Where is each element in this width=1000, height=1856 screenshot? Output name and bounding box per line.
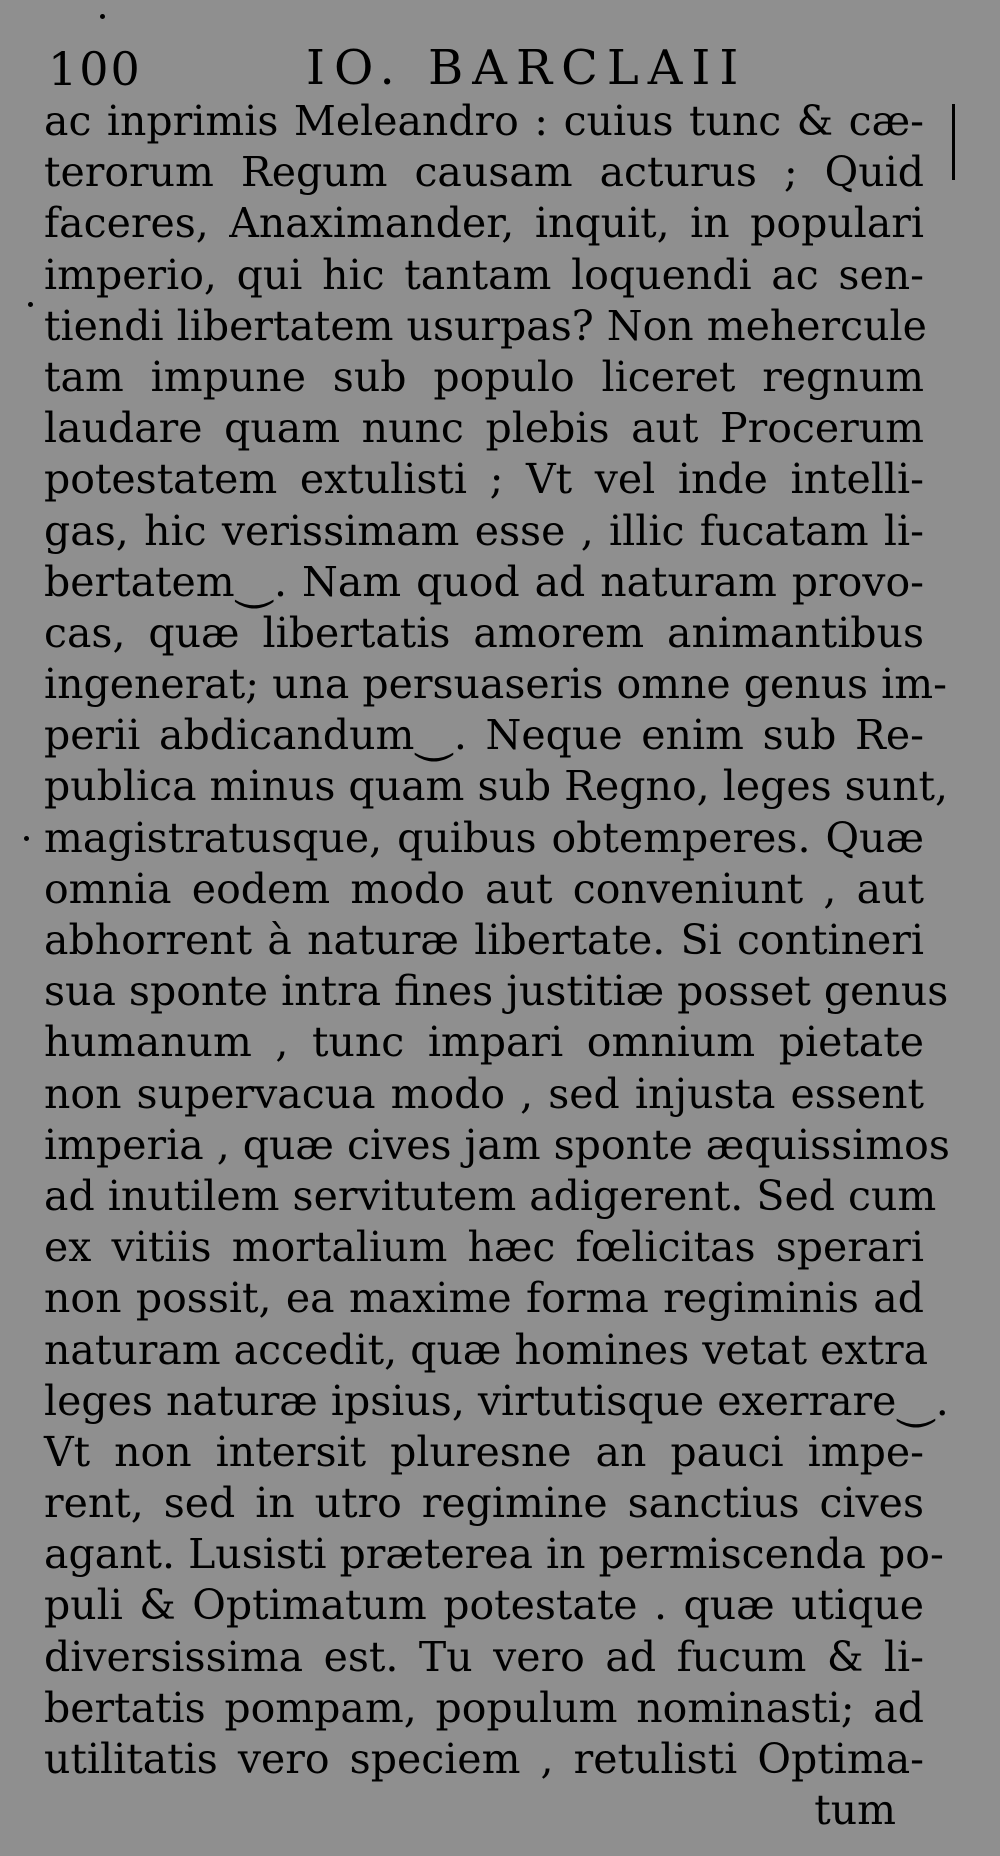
- body-text: [44, 96, 950, 1836]
- text-line: cas, quæ libertatis amorem animantibus: [44, 608, 924, 657]
- text-line: faceres, Anaximander, inquit, in populari: [44, 199, 924, 248]
- text-line: ex vitiis mortalium hæc fœlicitas sperari: [44, 1223, 924, 1272]
- text-line: magistratusque, quibus obtemperes. Quæ: [44, 813, 924, 862]
- text-line: tiendi libertatem usurpas? Non mehercule: [44, 301, 927, 350]
- text-line: sua sponte intra fines justitiæ posset genus: [44, 967, 949, 1016]
- margin-dot: [28, 302, 33, 307]
- text-line: puli & Optimatum potestate . quæ utique: [44, 1581, 924, 1630]
- text-line: naturam accedit, quæ homines vetat extra: [44, 1325, 929, 1374]
- text-line: bertatem⏝. Nam quod ad naturam provo-: [44, 557, 924, 606]
- text-line: bertatis pompam, populum nominasti; ad: [44, 1683, 924, 1732]
- page-number: 100: [48, 42, 142, 96]
- margin-dot: [24, 836, 29, 841]
- text-line: terorum Regum causam acturus ; Quid: [44, 148, 924, 197]
- text-line: ad inutilem servitutem adigerent. Sed cum: [44, 1171, 937, 1220]
- text-line: omnia eodem modo aut conveniunt , aut: [44, 864, 924, 913]
- margin-mark: [952, 104, 955, 180]
- text-line-catchword: tum: [814, 1786, 896, 1835]
- text-line: utilitatis vero speciem , retulisti Optima-: [44, 1735, 924, 1783]
- running-head: IO. BARCLAII: [306, 40, 748, 96]
- text-line: potestatem extulisti ; Vt vel inde intelli-: [44, 455, 924, 504]
- text-line: gas, hic verissimam esse , illic fucatam li-: [44, 506, 924, 555]
- text-line: Vt non intersit pluresne an pauci impe-: [44, 1427, 924, 1476]
- text-line: ac inprimis Meleandro : cuius tunc & cæ-: [44, 97, 924, 145]
- text-line: rent, sed in utro regimine sanctius cives: [44, 1479, 924, 1528]
- page-header: [44, 36, 924, 96]
- text-line: ingenerat; una persuaseris omne genus im-: [44, 660, 947, 709]
- text-line: diversissima est. Tu vero ad fucum & li-: [44, 1632, 924, 1681]
- text-line: perii abdicandum⏝. Neque enim sub Re-: [44, 711, 924, 760]
- text-line: publica minus quam sub Regno, leges sunt,: [44, 762, 949, 811]
- text-line: abhorrent à naturæ libertate. Si contineri: [44, 916, 924, 964]
- text-line: imperia , quæ cives jam sponte æquissimos: [44, 1120, 950, 1169]
- text-line: non supervacua modo , sed injusta essent: [44, 1069, 924, 1118]
- text-line: tam impune sub populo liceret regnum: [44, 352, 924, 401]
- text-line: humanum , tunc impari omnium pietate: [44, 1018, 924, 1067]
- text-line: agant. Lusisti præterea in permiscenda po-: [44, 1530, 944, 1579]
- text-line: imperio, qui hic tantam loquendi ac sen-: [44, 250, 924, 299]
- margin-dot: [100, 14, 105, 19]
- text-line: leges naturæ ipsius, virtutisque exerrare⏝.: [44, 1376, 949, 1425]
- text-line: laudare quam nunc plebis aut Procerum: [44, 404, 924, 453]
- text-line: non possit, ea maxime forma regiminis ad: [44, 1274, 924, 1323]
